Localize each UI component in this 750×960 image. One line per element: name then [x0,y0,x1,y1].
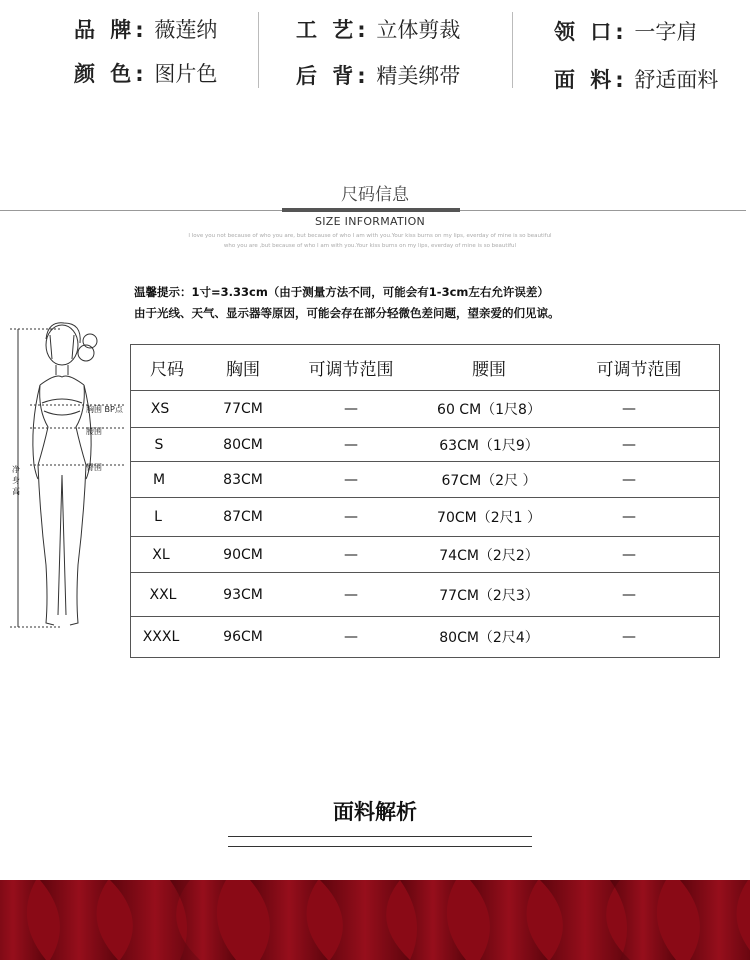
table-row [131,462,719,498]
cell-waist-range: — [622,401,636,417]
table-row [131,573,719,617]
attr-fabric: 面 料: 舒适面料 [554,68,719,92]
table-header-row [131,345,719,391]
cell-waist: 63CM（1尺9） [439,437,539,454]
cell-waist-range: — [622,546,636,563]
header-bust: 胸围 [226,360,260,380]
size-section-subtitle: SIZE INFORMATION [314,215,426,228]
size-section-title: 尺码信息 [341,185,409,205]
cell-waist-range: — [622,586,636,603]
cell-bust: 77CM [223,401,263,417]
cell-bust-range: — [344,471,358,488]
attr-back: 后 背: 精美绑带 [296,64,461,88]
attr-brand: 品 牌: 薇莲纳 [74,18,218,42]
table-row [131,537,719,573]
table-row [131,428,719,462]
attr-divider [512,12,513,88]
divider-rule [228,846,532,847]
table-row [131,391,719,428]
size-table [130,344,720,658]
cell-bust: 87CM [223,509,263,525]
height-label: 净身高 [12,465,20,496]
tip-line: 温馨提示：1寸=3.33cm（由于测量方法不同，可能会有1-3cm左右允许误差） [134,285,549,299]
cell-bust-range: — [344,629,358,645]
tagline-line: who you are ,but because of who I am with you.Your kiss burns on my lips, everday of mine is so beautiful [223,243,517,249]
cell-bust: 96CM [223,629,263,645]
cell-size: M [152,471,166,488]
title-underline [282,208,460,212]
cell-bust-range: — [344,509,358,525]
cell-bust: 80CM [223,436,263,453]
cell-waist-range: — [622,436,636,453]
cell-waist-range: — [622,471,636,488]
header-bust-range: 可调节范围 [308,360,394,380]
fabric-image [0,880,750,960]
cell-waist: 67CM（2尺 ） [441,472,537,489]
cell-bust-range: — [344,586,358,603]
header-size: 尺码 [150,360,184,380]
cell-bust: 83CM [223,471,263,488]
cell-waist-range: — [622,629,636,645]
cell-waist: 74CM（2尺2） [439,547,539,564]
bust-label: 胸围 BP点 [86,405,123,414]
fabric-section-title: 面料解析 [333,800,417,824]
fabric-photo [0,880,750,960]
cell-waist: 70CM（2尺1 ） [437,510,541,526]
header-waist-range: 可调节范围 [596,360,682,380]
cell-bust-range: — [344,546,358,563]
cell-waist: 60 CM（1尺8） [437,402,541,418]
cell-size: XL [152,546,170,563]
tip-line: 由于光线、天气、显示器等原因，可能会存在部分轻微色差问题，望亲爱的们见谅。 [134,306,560,320]
divider-rule [228,836,532,837]
cell-size: XXXL [142,629,180,645]
attr-neckline: 领 口: 一字肩 [554,20,698,44]
cell-waist: 80CM（2尺4） [439,630,539,646]
cell-bust: 90CM [223,546,263,563]
cell-size: XS [150,401,170,417]
attr-color: 颜 色: 图片色 [74,62,218,86]
cell-size: L [154,509,162,525]
waist-label: 腰围 [86,427,102,436]
cell-bust-range: — [344,436,358,453]
cell-size: S [154,436,164,453]
tagline-line: I love you not because of who you are, but because of who I am with you.Your kiss burns on my lips, everday of mine is so beautiful [188,233,552,239]
attr-craft: 工 艺: 立体剪裁 [296,18,461,42]
cell-waist-range: — [622,509,636,525]
hip-label: 臀围 [86,463,102,472]
attr-divider [258,12,259,88]
cell-size: XXL [149,586,177,603]
header-waist: 腰围 [472,360,506,380]
table-row [131,498,719,537]
cell-bust: 93CM [223,586,263,603]
table-row [131,617,719,657]
cell-waist: 77CM（2尺3） [439,587,539,604]
cell-bust-range: — [344,401,358,417]
